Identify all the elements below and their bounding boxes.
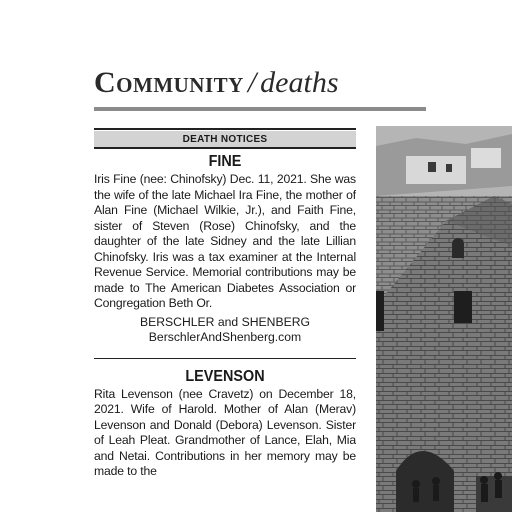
notice-name: LEVENSON [185,367,265,385]
notice-name: FINE [208,153,242,170]
section-separator: / [247,66,257,99]
notice-text: Iris Fine (nee: Chinofsky) Dec. 11, 2021. She was the wife of the late Michael Ira Fine, the mother of Alan Fine (Michael Wilkie, Jr.), and Faith Fine, sister of Steven (Rose) Chinofsky, and the daughter of the late Sidney and the late Lillian Chinofsky. Iris was a tax examiner at the Internal Revenue Service. Memorial contributions may be made to The American Diabetes Association or Congregation Beth Or. [94,172,356,310]
section-header [94,66,434,106]
notices-heading: DEATH NOTICES [94,131,356,147]
notice-divider [94,358,356,359]
notices-column [94,126,356,512]
section-title: Community [94,66,244,99]
notice-levenson [94,368,356,480]
photo-stone-building [376,126,512,512]
header-rule [94,107,426,111]
funeral-home-website: BerschlerAndShenberg.com [148,329,302,344]
photo-illustration [376,126,512,512]
funeral-home [94,315,356,345]
notice-text: Rita Levenson (nee Cravetz) on December 18, 2021. Wife of Harold. Mother of Alan (Merav) Levenson and Donald (Debora) Levenson. Sister of Leah Pleat. Grandmother of Lance, Elah, Mia and Netai. Contributions in her memory may be made to the [94,386,356,478]
notice-fine [94,153,356,345]
notices-heading-bar [94,128,356,149]
section-subtitle: deaths [260,66,339,99]
funeral-home-name: BERSCHLER and SHENBERG [139,314,310,329]
